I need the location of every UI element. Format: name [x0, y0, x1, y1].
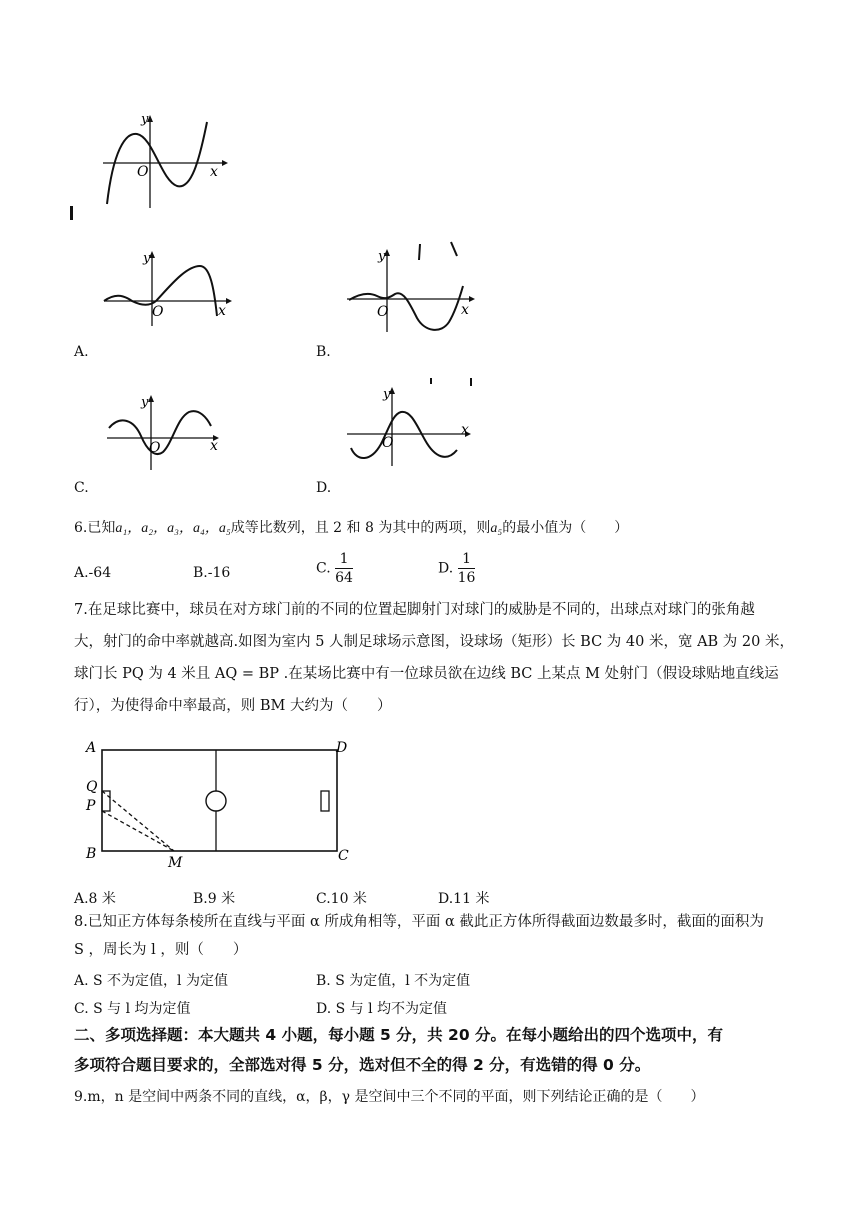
- option-a-label: A.: [74, 344, 89, 360]
- question-8: 8.已知正方体每条棱所在直线与平面 α 所成角相等，平面 α 截此正方体所得截面边数最多时，截面的面积为 S ，周长为 l ，则（ ）: [74, 914, 764, 958]
- x-axis-label: x: [210, 164, 218, 180]
- svg-text:O: O: [382, 435, 394, 451]
- y-axis-label: y: [141, 112, 149, 127]
- q6-option-d: D. $\frac{1}{16}$: [438, 551, 476, 586]
- q7-option-c: C.10 米: [316, 891, 367, 907]
- option-b-graph: [345, 238, 480, 333]
- football-field-figure: [80, 734, 355, 870]
- shot-line-p: [102, 811, 174, 851]
- center-circle: [206, 791, 226, 811]
- svg-text:M: M: [168, 855, 183, 870]
- svg-text:O: O: [377, 304, 389, 320]
- svg-text:A: A: [86, 740, 97, 756]
- fraction-1-64: $\frac{1}{64}$: [335, 551, 353, 586]
- left-goal: [102, 791, 110, 811]
- q8-option-c: C. S 与 l 均为定值: [74, 1001, 191, 1017]
- question-6: 6.已知a₁，a₂，a₃，a₄，a₅成等比数列，且 2 和 8 为其中的两项，则a₅的最小值为（ ）: [74, 520, 629, 536]
- option-b-label: B.: [316, 344, 331, 360]
- svg-text:y: y: [383, 387, 391, 402]
- q6-option-b: B.-16: [193, 565, 231, 581]
- svg-text:y: y: [141, 395, 149, 410]
- shot-line-q: [102, 791, 174, 851]
- section-2-heading: 二、多项选择题：本大题共 4 小题，每小题 5 分，共 20 分。在每小题给出的四个选项中，有 多项符合题目要求的，全部选对得 5 分，选对但不全的得 2 分，有选错的得 0 分。: [74, 1026, 724, 1074]
- svg-text:x: x: [210, 438, 218, 454]
- option-c-label: C.: [74, 480, 89, 496]
- svg-text:O: O: [152, 304, 164, 320]
- svg-text:B: B: [86, 846, 97, 862]
- q7-option-a: A.8 米: [74, 891, 116, 907]
- svg-text:x: x: [461, 302, 469, 318]
- q8-option-d: D. S 与 l 均不为定值: [316, 1001, 448, 1017]
- svg-text:x: x: [461, 422, 469, 438]
- svg-text:O: O: [149, 440, 161, 456]
- stray-mark: [70, 206, 73, 220]
- svg-text:C: C: [338, 848, 349, 864]
- q7-option-d: D.11 米: [438, 891, 490, 907]
- svg-text:y: y: [143, 251, 151, 266]
- svg-text:x: x: [218, 303, 226, 319]
- question-9: 9.m，n 是空间中两条不同的直线，α，β，γ 是空间中三个不同的平面，则下列结论正确的是（ ）: [74, 1089, 705, 1105]
- question-7: 7.在足球比赛中，球员在对方球门前的不同的位置起脚射门对球门的威胁是不同的，出球点对球门的张角越 大，射门的命中率就越高.如图为室内 5 人制足球场示意图，设球场（矩形）长 BC 为 40 米，宽 AB 为 20 米， 球门长 PQ 为 4 米且 AQ = BP .在某场比赛中有一位球员欲在边线 BC 上某点 M 处射门（假设球贴地直线运 行），为使得命中率最高，则 BM 大约为（ ）: [74, 602, 794, 714]
- q6-option-a: A.-64: [74, 565, 112, 581]
- option-a-graph: [100, 248, 235, 328]
- svg-text:P: P: [86, 798, 96, 814]
- option-c-graph: [103, 392, 228, 472]
- svg-text:D: D: [336, 740, 348, 756]
- right-goal: [321, 791, 329, 811]
- q7-option-b: B.9 米: [193, 891, 236, 907]
- main-function-graph: [95, 112, 230, 212]
- option-d-graph: [345, 378, 475, 468]
- svg-text:Q: Q: [86, 779, 98, 795]
- svg-text:y: y: [378, 249, 386, 264]
- q8-option-a: A. S 不为定值，l 为定值: [74, 973, 228, 989]
- q8-option-b: B. S 为定值，l 不为定值: [316, 973, 471, 989]
- option-d-label: D.: [316, 480, 332, 496]
- fraction-1-16: $\frac{1}{16}$: [457, 551, 476, 586]
- q6-option-c: C. $\frac{1}{64}$: [316, 551, 353, 586]
- origin-label: O: [137, 164, 149, 180]
